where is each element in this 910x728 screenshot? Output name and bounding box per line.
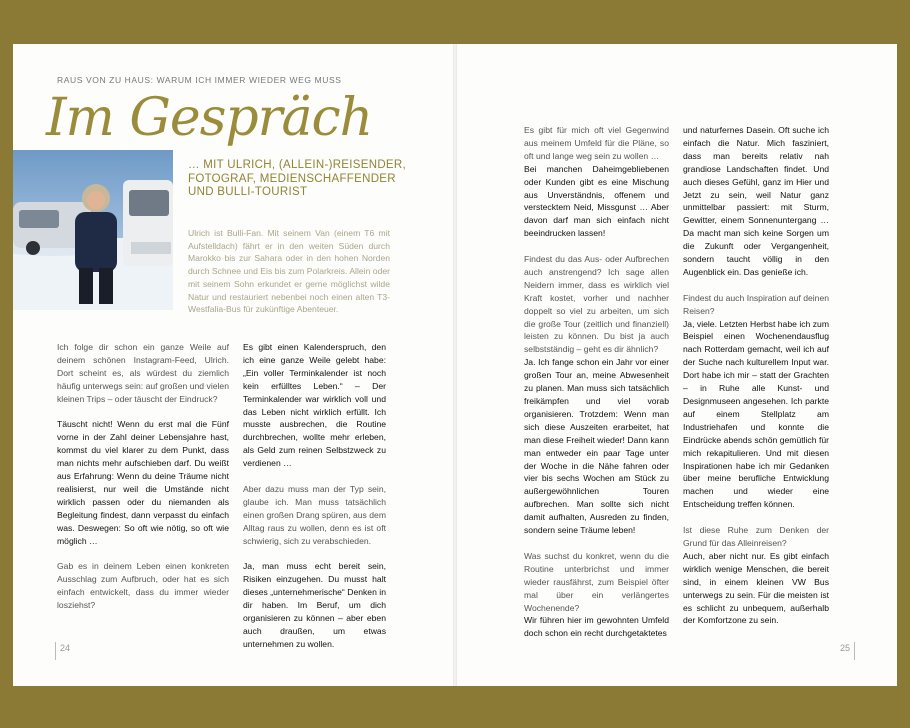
page-number-right: 25	[840, 643, 851, 653]
answer-paragraph: und naturfernes Dasein. Oft suche ich einfach die Natur. Mich fasziniert, dass man bereits relativ nah grandiose Landschaften findet. Und auch dieses Gefühl, ganz im Hier und Jetzt zu sein, weil Natur ganz unmittelbar passiert: mit Sturm, Gewitter, einem Sonnenuntergang … Da macht man sich keine Sorgen um die Zukunft oder Vergangenheit, sondern taucht völlig in den Augenblick ein. Das genieße ich.	[683, 125, 829, 277]
answer-paragraph: Bei manchen Daheimgebliebenen oder Kunden gibt es eine Mischung aus Unverständnis, offenem und verstecktem Neid, Missgunst … Aber davon darf man sich einfach nicht beeindrucken lassen!	[524, 163, 669, 239]
interview-photo	[13, 150, 173, 310]
intro-text: Ulrich ist Bulli-Fan. Mit seinem Van (einem T6 mit Aufstelldach) fährt er in den weiten Süden durch Marokko bis zur Sahara oder in den hohen Norden durch Schnee und Eis bis zum Polarkreis. Allein oder mit seinem Sohn erkundet er gerne möglichst wilde Natur und restauriert nebenbei noch einen alten T3-Westfalia-Bus für zukünftige Abenteuer.	[188, 228, 390, 315]
answer-paragraph: Wir führen hier im gewohnten Umfeld doch schon ein recht durchgetaktetes	[524, 615, 669, 639]
question-paragraph: Was suchst du konkret, wenn du die Routine unterbrichst und immer wieder rausfährst, zum Beispiel öfter mal über ein verlängertes Wochenende?	[524, 550, 669, 613]
page-number-left: 24	[60, 643, 71, 653]
question-paragraph: Findest du auch Inspiration auf deinen Reisen?	[683, 292, 829, 316]
snow-van-portrait-image	[13, 150, 173, 310]
question-paragraph: Aber dazu muss man der Typ sein, glaube ich. Man muss tatsächlich einen großen Drang spüren, aus dem Alltag raus zu wollen, denn es ist oft schwierig, sich zu verabschieden.	[243, 483, 386, 546]
text-column-1	[57, 341, 229, 625]
answer-paragraph: Ja, viele. Letzten Herbst habe ich zum Beispiel einen Wochenendausflug nach Rotterdam gemacht, weil ich auf der Suche nach kulturellem Input war. Dort habe ich mir – statt der Grachten – in Ruhe alle Kunst- und Designmuseen angesehen. Ich parkte auf einem Stellplatz am Industriehafen und konnte die Eindrücke abends schön gemütlich für mich rekapitulieren. Und mit diesen Inspirationen habe ich mir Gedanken über meine berufliche Entwicklung machen und wieder eine Entscheidung treffen können.	[683, 318, 829, 510]
folio-rule-left	[55, 642, 56, 660]
text-column-4	[683, 124, 829, 640]
answer-paragraph: Täuscht nicht! Wenn du erst mal die Fünf vorne in der Zahl deiner Lebensjahre hast, kommst du viel klarer zu dem Punkt, dass man nichts mehr aufschieben darf. Du weißt aus Erfahrung: Wenn du deine Träume nicht realisierst, nur weil die Umstände nicht wirklich passen oder du niemanden als Begleitung findest, dann verpasst du einfach was. Deswegen: So oft wie nötig, so oft wie möglich …	[57, 419, 229, 546]
question-paragraph: Gab es in deinem Leben einen konkreten Ausschlag zum Aufbruch, oder hat es sich einfach entwickelt, dass du immer wieder losziehst?	[57, 561, 229, 611]
answer-paragraph: Ja, man muss echt bereit sein, Risiken einzugehen. Du musst halt dieses „unternehmerische“ Denken in dir haben. Im Beruf, um dich organisieren zu können – aber eben auch draußen, um etwas unternehmen zu wollen.	[243, 561, 386, 649]
text-column-3	[524, 124, 669, 653]
text-column-2	[243, 341, 386, 664]
running-head: RAUS VON ZU HAUS: WARUM ICH IMMER WIEDER WEG MUSS	[57, 75, 342, 85]
article-subtitle: … MIT ULRICH, (ALLEIN-)REISENDER, FOTOGRAF, MEDIENSCHAFFENDER UND BULLI-TOURIST	[188, 159, 406, 199]
question-paragraph: Ist diese Ruhe zum Denken der Grund für das Alleinreisen?	[683, 525, 829, 548]
question-paragraph: Findest du das Aus- oder Aufbrechen auch anstrengend? Ich sage allen Neidern immer, dass es wirklich viel Kraft kostet, vorher und nachher doppelt so viel zu arbeiten, um sich die große Tour (zeitlich und finanziell) leisten zu können. Du bist ja auch selbstständig – geht es dir ähnlich?	[524, 254, 669, 355]
answer-paragraph: Es gibt einen Kalenderspruch, den ich eine ganze Weile gelebt habe: „Ein voller Terminkalender ist noch kein erfülltes Leben.“ – Der Terminkalender war wirklich voll und das Leben nicht wirklich erfüllt. Ich musste ausbrechen, die Routine durchbrechen, wollte mehr erleben, als Geld zum reinen Selbstzweck zu verdienen …	[243, 342, 386, 469]
question-paragraph: Ich folge dir schon ein ganze Weile auf deinem schönen Instagram-Feed, Ulrich. Dort scheint es, als würdest du ziemlich häufig unterwegs sein: auf großen und vielen kleinen Trips – oder täuscht der Eindruck?	[57, 342, 229, 404]
book-gutter	[453, 44, 457, 686]
right-page	[455, 44, 897, 686]
article-title: Im Gespräch	[46, 88, 373, 148]
question-paragraph: Es gibt für mich oft viel Gegenwind aus meinem Umfeld für die Pläne, so oft und lange weg sein zu wollen …	[524, 125, 669, 161]
answer-paragraph: Auch, aber nicht nur. Es gibt einfach wirklich wenige Menschen, die bereit sind, in einem kleinen VW Bus unterwegs zu sein. Für die meisten ist es schlicht zu unbequem, außerhalb der Komfortzone zu sein.	[683, 550, 829, 626]
answer-paragraph: Ja. Ich fange schon ein Jahr vor einer großen Tour an, meine Abwesenheit zu planen. Man muss sich tatsächlich freikämpfen und viel vorab organisieren. Trotzdem: Wenn man sich diese Auszeiten erarbeitet, hat man diese Freiheit wieder! Dann kann man entweder ein paar Tage unter der Woche in die Nähe fahren oder vier bis sechs Wochen am Stück zu außergewöhnlichen Touren aufbrechen. Man sollte sich nicht damit aufhalten, Ausreden zu finden, sondern seine Träume leben!	[524, 357, 669, 536]
folio-rule-right	[854, 642, 855, 660]
